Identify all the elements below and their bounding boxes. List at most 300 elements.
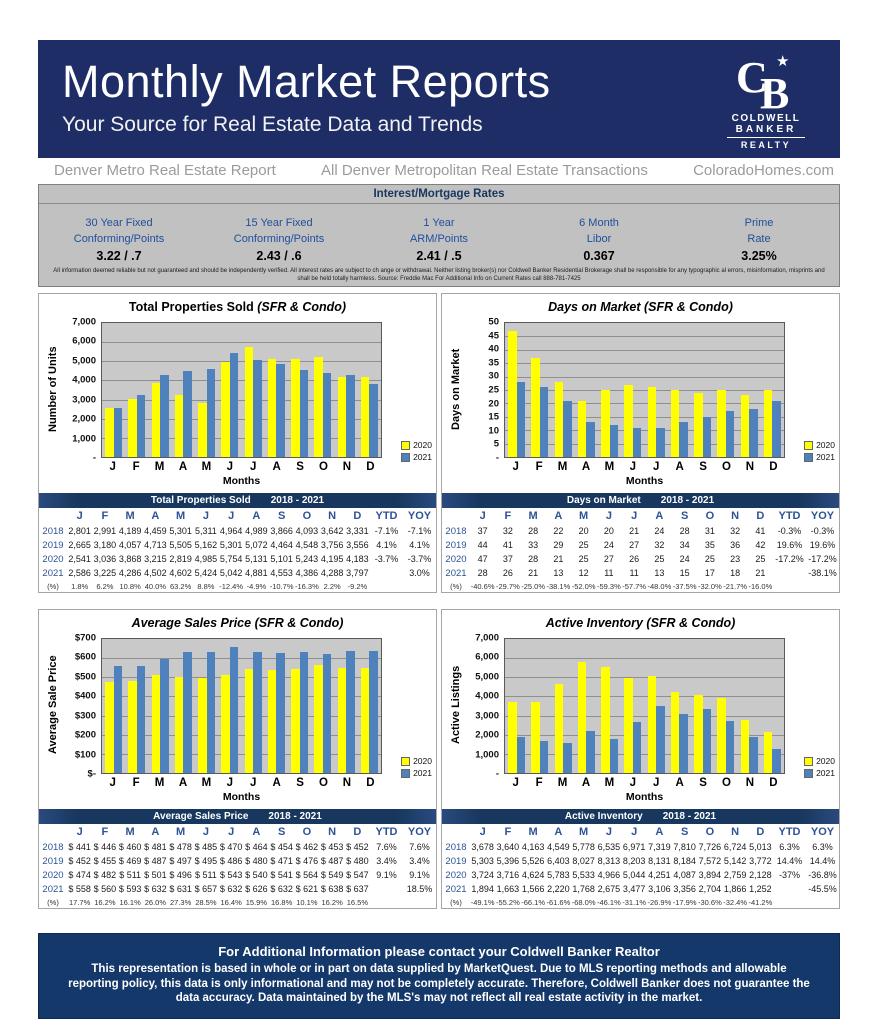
column-header: F [101,510,109,522]
bar-2021-month-12 [369,651,378,773]
bar-2020-month-5 [601,390,610,457]
table-cell: $ 478 [169,842,192,852]
legend-swatch-icon [804,769,813,778]
rate-column-6mo-libor [519,213,679,263]
column-header: YOY [810,826,835,838]
table-cell [370,566,403,580]
bar-2020-month-5 [601,667,610,773]
table-cell: 4,087 [673,870,696,880]
table-cell: $ 464 [245,842,268,852]
bar-chart [39,316,436,490]
table-cell: 6,971 [622,842,646,852]
table-cell: -38.1% [808,568,837,578]
month-label: J [512,776,519,789]
page-subtitle: Your Source for Real Estate Data and Trends [62,113,483,136]
bar-2020-month-1 [105,408,114,457]
bar-group [621,323,644,457]
table-cell: -17.9% [672,897,697,907]
table-cell: 3,678 [471,842,494,852]
y-tick-label: 50 [488,316,499,328]
column-header: O [705,510,715,522]
column-header: S [277,826,286,838]
table-cell: -45.5% [808,884,837,894]
bar-2021-month-3 [160,659,169,773]
table-cell: 2,541 [68,554,91,564]
table-row [442,896,839,908]
table-cell: $ 462 [295,842,319,852]
table-cell: $ 474 [68,870,91,880]
column-header: YTD [375,826,398,838]
bar-2021-month-6 [633,722,642,773]
bar-group [621,639,644,773]
table-cell: 20 [578,526,589,536]
rate-column-30yr [39,213,199,263]
table-cell: 16.2% [94,897,116,907]
row-label: 2020 [445,553,467,565]
table-cell: 32 [654,540,665,550]
table-corner-cell [442,508,470,524]
legend-swatch-icon [804,757,813,766]
table-cell: 9.1% [376,870,397,880]
table-cell: 5,101 [270,554,293,564]
bar-group [358,323,381,457]
table-cell: 3,556 [346,540,369,550]
rate-term: 15 Year Fixed [245,217,313,229]
chart-panel-total-properties-sold [38,293,437,593]
bar-2020-month-2 [531,358,540,457]
table-row [442,552,839,566]
legend-label: 2020 [413,756,432,766]
chart-panel-average-sales-price [38,609,437,909]
column-header: J [202,826,209,838]
month-label: N [342,776,352,789]
table-row [442,566,839,580]
rate-type: Libor [586,233,612,245]
column-header: J [76,826,83,838]
table-cell: 16.1% [119,897,141,907]
column-header: J [479,510,486,522]
table-cell: 4,964 [219,526,243,536]
bar-group [528,639,551,773]
x-tick-labels [504,774,785,791]
bar-2020-month-4 [175,677,184,773]
table-cell: 27 [603,554,614,564]
table-cell: 9.1% [409,870,430,880]
table-title: Days on Market [566,495,641,506]
bar-group [288,323,311,457]
legend [804,438,835,464]
column-header: M [528,510,538,522]
bar-2021-month-4 [586,422,595,457]
table-cell: 8.8% [197,581,215,591]
month-label: M [154,776,165,789]
table-cell: -61.6% [546,897,571,907]
logo-star-icon: ★ [776,53,790,70]
table-cell: 4.1% [409,540,430,550]
x-axis-title: Months [222,475,261,487]
month-label: D [366,460,375,473]
table-cell: 28 [679,526,690,536]
table-cell: 3,894 [698,870,722,880]
row-label: 2019 [445,539,467,551]
column-header: D [756,510,765,522]
y-tick-label: 1,000 [72,433,96,445]
y-tick-label: - [495,768,499,780]
bar-2020-month-7 [648,676,657,773]
table-cell: 25 [755,554,766,564]
legend-item-2021 [804,768,835,778]
table-cell: 4,093 [295,526,319,536]
table-cell: $ 487 [320,856,344,866]
month-label: A [675,460,684,473]
month-label: M [604,776,615,789]
table-corner-cell [442,824,470,840]
bar-2021-month-1 [114,408,123,458]
bar-2021-month-1 [517,737,526,773]
column-header: M [176,826,186,838]
column-header: D [353,510,362,522]
month-label: M [201,460,212,473]
y-tick-label: - [92,452,96,464]
bar-2020-month-3 [555,382,564,457]
table-cell: 2.2% [323,581,341,591]
masthead [38,40,840,158]
row-label: (%) [450,897,462,907]
table-cell: -57.7% [622,581,646,591]
table-cell: 2,128 [749,870,772,880]
rate-type: Rate [747,233,771,245]
table-cell: $ 480 [245,856,268,866]
table-cell: $ 511 [119,870,142,880]
month-label: F [535,776,543,789]
tagline-center: All Denver Metropolitan Real Estate Transactions [321,162,648,179]
table-cell: 26 [502,568,513,578]
table-cell: $ 621 [295,884,319,894]
bar-2020-month-12 [361,668,370,773]
logo-letter-b: B [760,69,790,112]
table-cell: 4,502 [144,568,167,578]
table-cell: 5,042 [219,568,243,578]
table-cell: 5,013 [749,842,772,852]
bar-2020-month-6 [221,362,230,457]
bar-group [738,323,761,457]
table-cell: $ 495 [194,856,218,866]
rate-type: Conforming/Points [233,233,325,245]
table-cell: 3.0% [409,568,430,578]
table-cell: 3.4% [376,856,397,866]
table-cell: 18.5% [406,884,433,894]
table-row [39,840,436,854]
table-cell: -7.1% [407,526,432,536]
table-cell: 3,772 [749,856,772,866]
table-cell: $ 558 [68,884,91,894]
rate-value: 2.43 / .6 [256,249,302,263]
table-cell: 10.1% [296,897,318,907]
month-label: O [722,460,731,473]
table-cell: 1.8% [71,581,89,591]
column-header: S [277,510,286,522]
bar-2020-month-9 [291,669,300,773]
bar-2021-month-2 [540,387,549,457]
bar-group [575,639,598,773]
bar-2020-month-11 [741,395,750,457]
x-tick-labels [504,458,785,475]
logo-brand-coldwell: COLDWELL [731,113,801,124]
table-cell: 3,756 [320,540,344,550]
table-range: 2018 - 2021 [270,495,325,506]
table-cell: -38.1% [546,581,571,591]
table-cell: 37 [477,526,488,536]
column-header: M [176,510,186,522]
bar-group [668,639,691,773]
table-cell: -4.9% [246,581,267,591]
table-cell: 5,162 [194,540,218,550]
table-cell [370,882,403,896]
table-cell: 19.6% [776,540,803,550]
column-header: J [631,510,638,522]
bar-2021-month-10 [323,654,332,773]
column-header: J [631,826,638,838]
table-cell: $ 540 [245,870,268,880]
bar-2020-month-9 [291,359,300,457]
bar-chart [442,632,839,806]
footer-disclaimer: This representation is based in whole or in part on data supplied by MarketQuest. Due to MLS reporting methods and allowable reporting policy, this data is only informational and may not be completely accurate. Therefore, Coldwell Banker does not guarantee the data accuracy. Data maintained by the MLS's may not reflect all real estate activity in the market. [68,963,810,1004]
bar-2020-month-3 [555,684,564,773]
bar-group [505,323,528,457]
bar-group [552,639,575,773]
column-header: YTD [375,510,398,522]
table-cell: $ 501 [144,870,167,880]
column-header: O [705,826,715,838]
bar-2021-month-11 [346,651,355,773]
month-label: S [699,776,707,789]
bar-2021-month-11 [749,409,758,457]
table-cell: 2,759 [723,870,747,880]
table-cell: 21 [528,568,539,578]
table-cell: 4,183 [346,554,369,564]
legend-item-2021 [804,452,835,462]
bar-group [242,639,265,773]
bar-group [714,323,737,457]
row-label: 2019 [445,855,467,867]
bar-2020-month-10 [314,665,323,773]
bar-chart [39,632,436,806]
table-cell: $ 638 [320,884,344,894]
table-cell: $ 632 [270,884,293,894]
table-cell: 4,288 [320,568,344,578]
table-cell: $ 454 [270,842,293,852]
bar-2021-month-7 [253,652,262,773]
table-cell: 47 [477,554,488,564]
table-cell: 42 [755,540,766,550]
table-cell: -46.1% [596,897,621,907]
table-row [442,538,839,552]
table-cell: 7.6% [376,842,397,852]
table-corner-cell [39,508,67,524]
y-tick-label: $600 [74,651,96,663]
table-title-bar [39,809,436,824]
column-header: A [252,510,261,522]
bar-group [311,639,334,773]
bar-group [552,323,575,457]
table-cell: $ 657 [194,884,218,894]
table-cell: $ 481 [144,842,167,852]
month-label: A [675,776,684,789]
chart-title-main: Days on Market [548,300,644,314]
row-label: (%) [47,581,59,591]
table-grid [442,508,839,592]
bar-2020-month-8 [268,359,277,457]
legend-swatch-icon [804,453,813,462]
table-cell: 1,252 [749,884,772,894]
bar-group [242,323,265,457]
table-cell: -36.8% [808,870,837,880]
table-cell: 28 [528,526,539,536]
bar-group [691,323,714,457]
table-cell: 5,311 [194,526,217,536]
table-cell: 4,966 [597,870,621,880]
table-row [39,524,436,538]
table-cell: 26.0% [144,897,167,907]
legend-item-2020 [804,756,835,766]
rate-value: 2.41 / .5 [416,249,462,263]
table-row [39,580,436,592]
table-cell: 23 [730,554,741,564]
bar-2021-month-11 [749,737,758,773]
bar-2020-month-1 [105,682,114,773]
data-table-total-properties-sold [39,493,436,592]
x-axis-title: Months [625,475,664,487]
table-cell: 5,044 [622,870,646,880]
table-cell: 4,881 [245,568,268,578]
y-axis-ticks [61,632,101,780]
bar-groups [102,639,381,773]
chart-title-main: Average Sales Price [131,616,255,630]
legend-swatch-icon [401,453,410,462]
table-cell: 2,991 [93,526,117,536]
chart-title-suffix: (SFR & Condo) [644,300,733,314]
table-cell: 6,403 [547,856,570,866]
legend [401,438,432,464]
y-tick-label: 6,000 [72,335,96,347]
chart-title [39,294,436,316]
bar-2021-month-6 [230,353,239,457]
bar-group [149,639,172,773]
table-cell: -49.1% [470,897,495,907]
month-label: S [699,460,707,473]
bar-group [761,323,784,457]
rates-columns [39,204,839,264]
table-cell: 25 [578,540,589,550]
table-cell: 3,642 [320,526,344,536]
bar-2020-month-7 [245,347,254,457]
table-cell: $ 460 [118,842,142,852]
table-cell: $ 482 [93,870,117,880]
table-title: Active Inventory [564,811,643,822]
table-cell: 33 [528,540,539,550]
month-label: N [342,460,352,473]
x-axis-title: Months [222,791,261,803]
bar-group [668,323,691,457]
table-cell: 32 [502,526,513,536]
bar-2021-month-10 [323,373,332,457]
month-label: A [581,460,591,473]
month-label: J [653,776,660,789]
table-cell: $ 452 [68,856,91,866]
table-title-bar [442,493,839,508]
month-label: M [154,460,165,473]
table-row [39,896,436,908]
table-cell: $ 471 [270,856,293,866]
bar-2021-month-8 [276,364,285,457]
legend-swatch-icon [401,441,410,450]
table-cell: 24 [654,526,665,536]
masthead-text [62,56,551,137]
logo-brand-realty: REALTY [740,140,792,150]
column-header: YOY [810,510,835,522]
table-header-row [39,508,436,524]
bar-group [358,639,381,773]
table-cell: 15.9% [245,897,268,907]
table-cell: -3.7% [374,554,399,564]
table-cell: -9.2% [347,581,368,591]
table-cell: $ 543 [219,870,243,880]
rate-value: 3.25% [741,249,777,263]
month-label: J [512,460,519,473]
bar-2021-month-2 [137,395,146,457]
table-cell: $ 453 [320,842,344,852]
bar-2021-month-5 [207,652,216,773]
month-label: S [296,776,304,789]
table-cell: 13 [654,568,665,578]
table-cell: 25 [578,554,589,564]
column-header: F [504,510,512,522]
table-cell: 31 [704,526,715,536]
table-cell: -26.9% [647,897,672,907]
table-cell: 19.6% [809,540,836,550]
table-cell: 41 [502,540,513,550]
legend-label: 2020 [413,440,432,450]
table-cell: 29 [553,540,564,550]
table-cell: 4,989 [245,526,268,536]
table-cell: 6.3% [779,842,800,852]
bar-2020-month-12 [764,732,773,773]
legend-item-2021 [401,452,432,462]
table-row [442,580,839,592]
table-cell: 27 [629,540,640,550]
table-cell: 1,566 [521,884,545,894]
table-cell [403,580,436,592]
bar-chart [442,316,839,490]
table-cell: $ 637 [346,884,369,894]
table-cell [370,580,403,592]
plot-area [504,638,785,774]
table-cell: 5,526 [521,856,545,866]
month-label: J [109,776,116,789]
table-cell: $ 547 [346,870,369,880]
bar-2020-month-4 [175,395,184,457]
bar-group [645,323,668,457]
month-label: O [319,776,328,789]
table-cell: 5,783 [547,870,570,880]
column-header: N [731,510,740,522]
legend-label: 2020 [816,440,835,450]
bar-group [195,323,218,457]
bar-2020-month-7 [245,669,254,773]
table-cell: 4,602 [169,568,192,578]
table-cell: 10.8% [119,581,141,591]
table-cell: 2,819 [169,554,192,564]
